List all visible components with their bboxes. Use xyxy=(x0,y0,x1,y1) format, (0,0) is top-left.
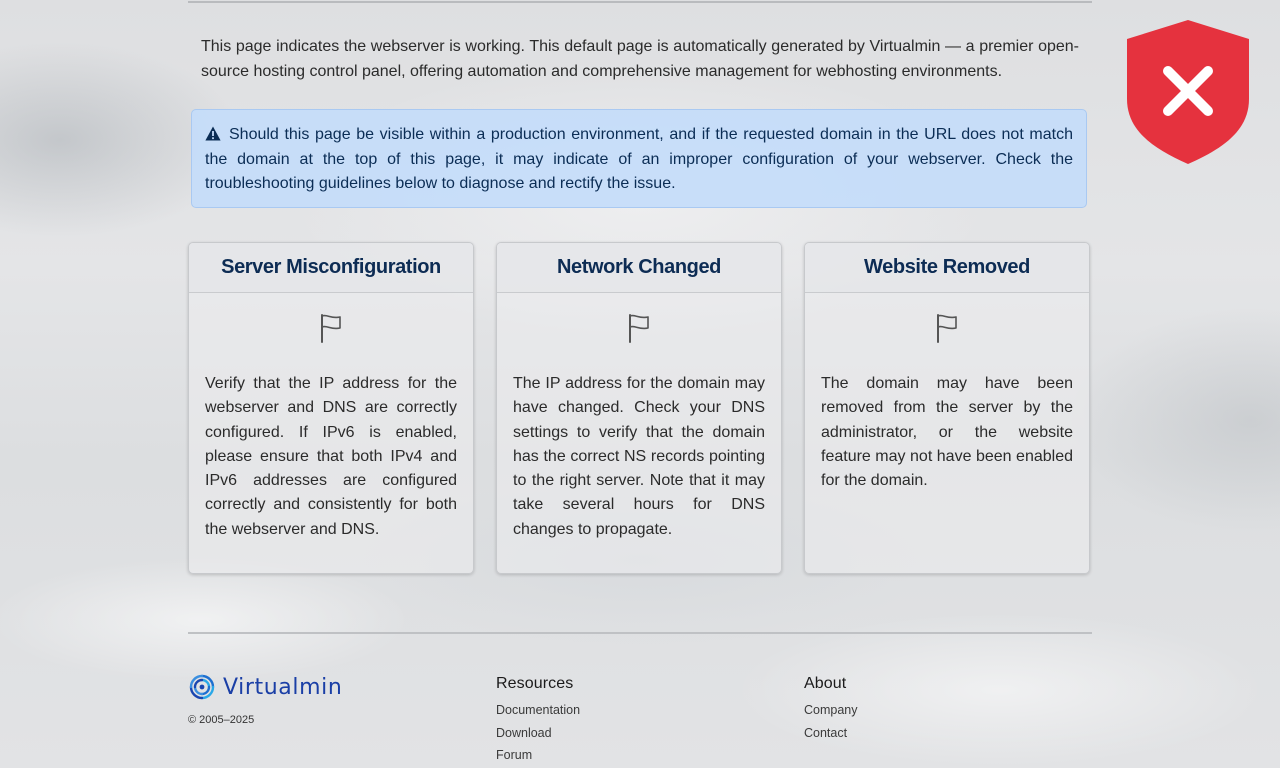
footer-divider xyxy=(188,632,1092,634)
card-title: Network Changed xyxy=(497,243,781,293)
copyright: © 2005–2025 xyxy=(188,714,255,726)
card-title: Server Misconfiguration xyxy=(189,243,473,293)
link-download[interactable]: Download xyxy=(496,725,552,740)
shield-x-icon xyxy=(1126,19,1250,165)
card-server-misconfiguration xyxy=(188,242,474,574)
top-divider xyxy=(188,1,1092,3)
card-text: Verify that the IP address for the webserver and DNS are correctly configured. If IPv6 is enabled, please ensure that both IPv4 and IPv6 addresses are configured correctly and consistently for both the webserver and DNS. xyxy=(205,375,457,538)
card-title: Website Removed xyxy=(805,243,1089,293)
footer-about xyxy=(804,674,858,744)
about-heading: About xyxy=(804,675,847,692)
card-text: The domain may have been removed from the server by the administrator, or the website feature may not have been enabled for the domain. xyxy=(821,375,1073,490)
footer-resources xyxy=(496,674,580,767)
alert-text: Should this page be visible within a production environment, and if the requested domain in the URL does not match the domain at the top of this page, it may indicate of an improper configuration of your webserver. Check the troubleshooting guidelines below to diagnose and rectify the issue. xyxy=(205,126,1073,192)
link-company[interactable]: Company xyxy=(804,703,858,717)
flag-icon xyxy=(319,313,343,343)
card-network-changed xyxy=(496,242,782,574)
virtualmin-logo[interactable] xyxy=(188,673,342,701)
intro-text: This page indicates the webserver is working. This default page is automatically generated by Virtualmin — a premier open-source hosting control panel, offering automation and comprehensive management for webhosting environments. xyxy=(201,38,1079,80)
logo-text: Virtualmin xyxy=(223,674,343,700)
card-text: The IP address for the domain may have changed. Check your DNS settings to verify that the domain has the correct NS records pointing to the right server. Note that it may take several hours for DNS changes to propagate. xyxy=(513,375,765,538)
resources-heading: Resources xyxy=(496,675,574,692)
card-website-removed xyxy=(804,242,1090,574)
link-contact[interactable]: Contact xyxy=(804,725,848,740)
link-documentation[interactable]: Documentation xyxy=(496,703,581,717)
warning-triangle-icon xyxy=(205,126,221,141)
warning-alert xyxy=(191,109,1087,208)
link-forum[interactable]: Forum xyxy=(496,748,533,762)
virtualmin-swirl-icon xyxy=(188,673,216,701)
flag-icon xyxy=(935,313,959,343)
flag-icon xyxy=(627,313,651,343)
